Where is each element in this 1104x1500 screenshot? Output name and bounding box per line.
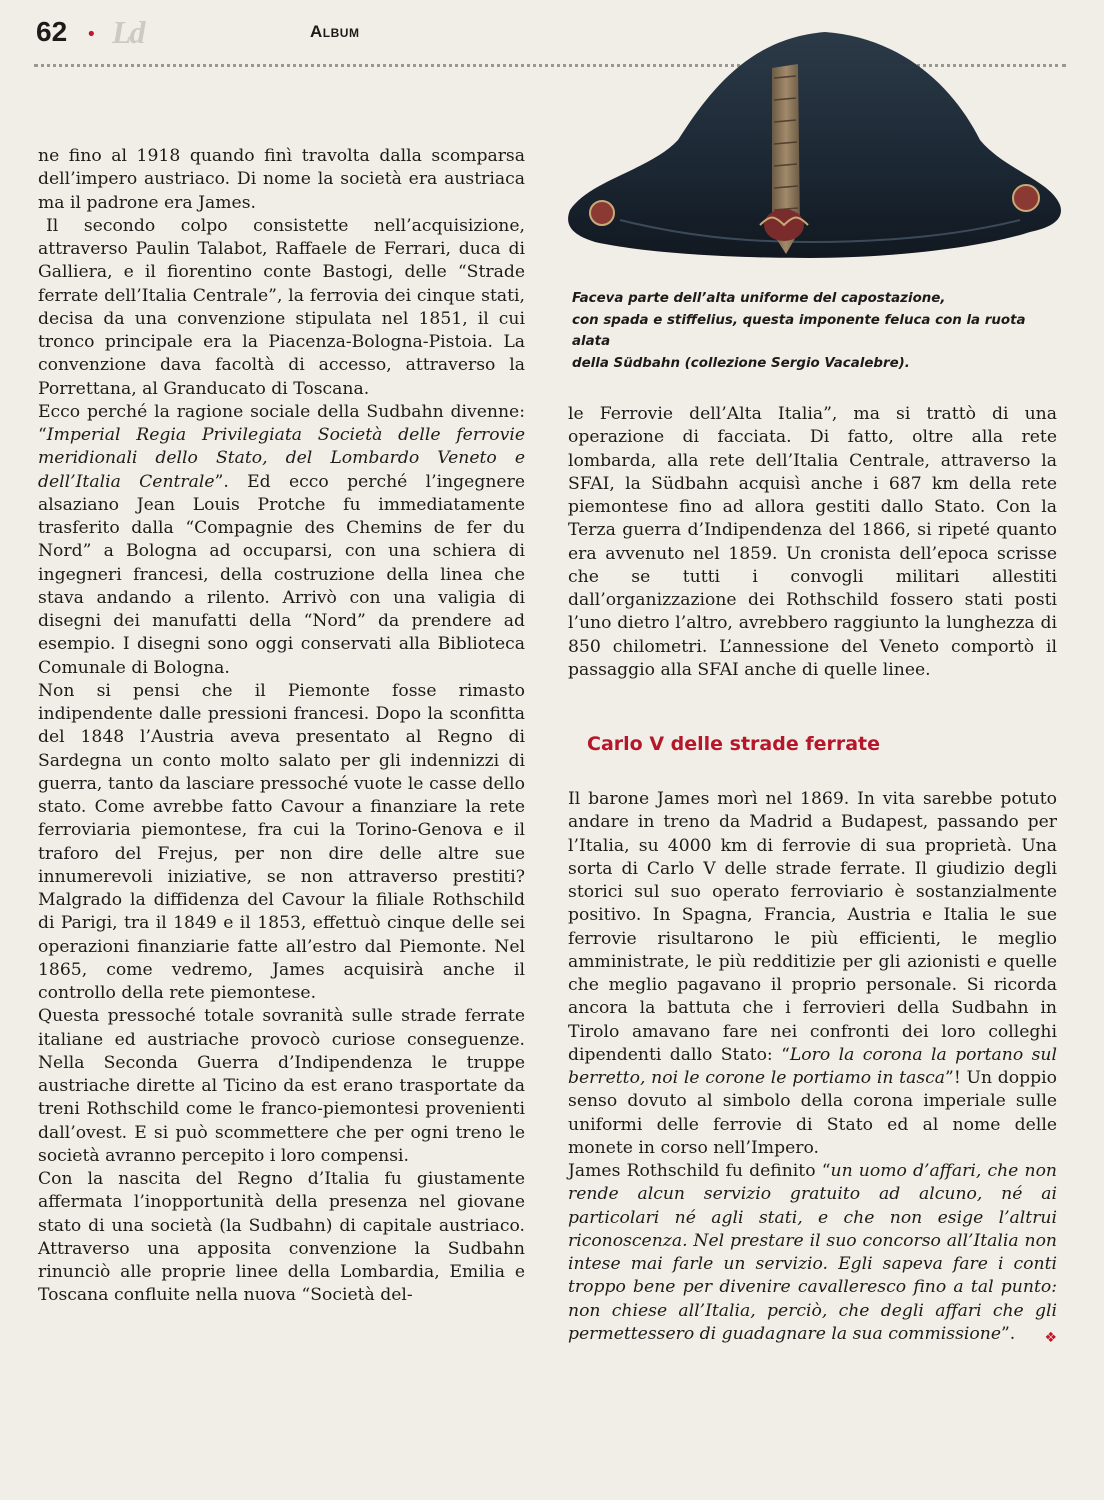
text-run: ”. Ed ecco perché l’ingegnere alsaziano Jean Louis Protche fu immediatamente trasferito dalla “Compagnie des Chemins de fer du Nord” a Bologna ad occuparsi, con una schiera di ingegneri francesi, della costruzione della linea che stava andando a rilento. Arrivò con una valigia di disegni dei manufatti della “Nord” da prendere ad esempio. I disegni sono oggi conservati alla Biblioteca Comunale di Bologna.	[38, 471, 525, 678]
end-of-article-mark: ❖	[1044, 1329, 1057, 1346]
paragraph	[568, 788, 1057, 1160]
text-run: ”! Un doppio senso dovuto al simbolo della corona imperiale sulle uniformi delle ferrovie di Stato ed al nome delle monete in corso nell’Impero.	[568, 1068, 1057, 1158]
photo-caption	[572, 288, 1058, 374]
paragraph: le Ferrovie dell’Alta Italia”, ma si trattò di una operazione di facciata. Di fatto, oltre alla rete lombarda, alla rete dell’Italia Centrale, attraverso la SFAI, la Südbahn acquisì anche i 687 km della rete piemontese fino ad allora gestiti dallo Stato. Con la Terza guerra d’Indipendenza del 1866, si ripeté quanto era avvenuto nel 1859. Un cronista dell’epoca scrisse che se tutti i convogli militari allestiti dall’organizzazione dei Rothschild fossero stati posti l’uno dietro l’altro, avrebbero raggiunto la lunghezza di 850 chilometri. L’annessione del Veneto comportò il passaggio alla SFAI anche di quelle linee.	[568, 404, 1057, 680]
left-cockade	[590, 201, 614, 225]
paragraph	[38, 401, 525, 680]
right-column-top	[568, 403, 1057, 682]
header-separator: •	[86, 24, 97, 45]
paragraph: Con la nascita del Regno d’Italia fu giustamente affermata l’inopportunità della presenza nel giovane stato di una società (la Sudbahn) di capitale austriaco. Attraverso una apposita convenzione la Sudbahn rinunciò alle proprie linee della Lombardia, Emilia e Toscana confluite nella nuova “Società del-	[38, 1169, 525, 1306]
caption-line: con spada e stiffelius, questa imponente feluca con la ruota alata	[572, 312, 1026, 349]
text-run: James Rothschild fu definito “	[568, 1161, 831, 1181]
paragraph: ne fino al 1918 quando finì travolta dalla scomparsa dell’impero austriaco. Di nome la società era austriaca ma il padrone era James.	[38, 146, 525, 213]
right-column-bottom	[568, 788, 1057, 1350]
magazine-logo: Ld	[112, 14, 144, 50]
feluca-hat-photo	[560, 20, 1070, 282]
paragraph: Il secondo colpo consistette nell’acquisizione, attraverso Paulin Talabot, Raffaele de Ferrari, duca di Galliera, e il fiorentino conte Bastogi, delle “Strade ferrate dell’Italia Centrale”, la ferrovia dei cinque stati, decisa da una convenzione stipulata nel 1851, il cui tronco principale era la Piacenza-Bologna-Pistoia. La convenzione dava facoltà di accesso, attraverso la Porrettana, al Granducato di Toscana.	[38, 215, 525, 399]
caption-line: della Südbahn (collezione Sergio Vacalebre).	[572, 355, 910, 371]
paragraph: Questa pressoché totale sovranità sulle strade ferrate italiane ed austriache provocò curiose conseguenze. Nella Seconda Guerra d’Indipendenza le truppe austriache dirette al Ticino da est erano trasportate da treni Rothschild come le franco-piemontesi provenienti dall’ovest. E si può scommettere che per ogni treno le società avranno percepito i loro compensi.	[38, 1006, 525, 1166]
section-heading: Carlo V delle strade ferrate	[587, 733, 881, 755]
text-run: Il barone James morì nel 1869. In vita sarebbe potuto andare in treno da Madrid a Budapest, passando per l’Italia, su 4000 km di ferrovie di sua proprietà. Una sorta di Carlo V delle strade ferrate. Il giudizio degli storici sul suo operato ferroviario è sostanzialmente positivo. In Spagna, Francia, Austria e Italia le sue ferrovie risultarono le più efficienti, le meglio amministrate, le più redditizie per gli azionisti e quelle che meglio pagavano il proprio personale. Si ricorda ancora la battuta che i ferrovieri della Sudbahn in Tirolo amavano fare nei confronti dei loro colleghi dipendenti dallo Stato: “	[568, 789, 1057, 1065]
text-run: ”.	[1001, 1323, 1016, 1344]
paragraph	[568, 1160, 1057, 1346]
right-cockade	[1013, 185, 1039, 211]
italic-quote: un uomo d’affari, che non rende alcun servizio gratuito ad alcuno, né ai particolari né agli stati, e che non esige l’altrui riconoscenza. Nel prestare il suo concorso all’Italia non intese mai farle un servizio. Egli sapeva fare i conti troppo bene per divenire cavalleresco fino a tal punto: non chiese all’Italia, perciò, che degli affari che gli permettessero di guadagnare la sua commissione	[568, 1161, 1057, 1344]
italic-quote: Imperial Regia Privilegiata Società delle ferrovie meridionali dello Stato, del Lombardo Veneto e dell’Italia Centrale	[38, 425, 525, 492]
italic-quote: Loro la corona la portano sul berretto, noi le corone le portiamo in tasca	[568, 1044, 1057, 1088]
paragraph: Non si pensi che il Piemonte fosse rimasto indipendente dalle pressioni francesi. Dopo la sconfitta del 1848 l’Austria aveva presentato al Regno di Sardegna un conto molto salato per gli indennizzi di guerra, tanto da lasciare pressoché vuote le casse dello stato. Come avrebbe fatto Cavour a finanziare la rete ferroviaria piemontese, fra cui la Torino-Genova e il traforo del Frejus, per non dire delle altre sue innumerevoli iniziative, se non attraverso prestiti? Malgrado la diffidenza del Cavour la filiale Rothschild di Parigi, tra il 1849 e il 1853, effettuò cinque delle sei operazioni finanziarie fatte all’estro dal Piemonte. Nel 1865, come vedremo, James acquisirà anche il controllo della rete piemontese.	[38, 680, 525, 1003]
section-title: Album	[310, 22, 360, 41]
text-run: Ecco perché la ragione sociale della Sudbahn divenne: “	[38, 401, 525, 445]
left-column	[38, 145, 525, 1308]
caption-line: Faceva parte dell’alta uniforme del capostazione,	[572, 291, 946, 306]
page-number: 62	[36, 16, 68, 47]
